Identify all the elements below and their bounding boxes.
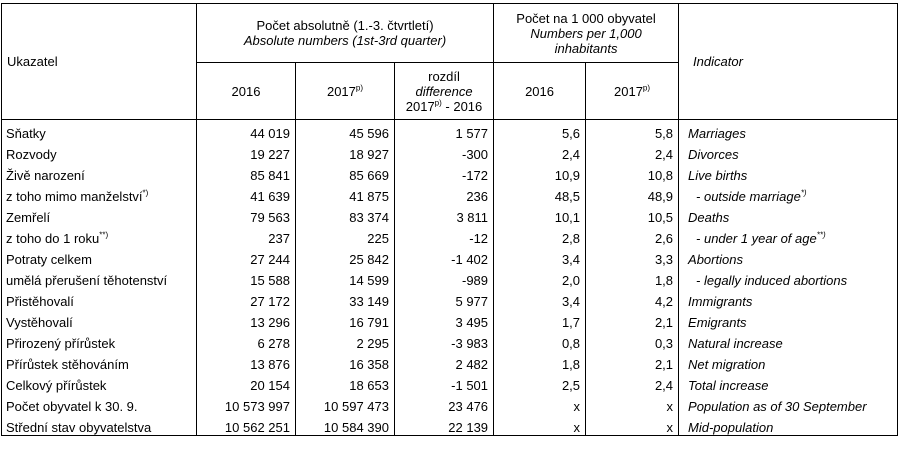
- indicator-cz-text: Sňatky: [6, 126, 46, 141]
- rate-2016-text: 10,9: [554, 168, 581, 183]
- rate-2016-text: 1,7: [561, 315, 581, 330]
- value-2016: [197, 309, 296, 330]
- value-difference-text: -1 402: [451, 252, 489, 267]
- indicator-en: [679, 372, 898, 393]
- value-2016-text: 85 841: [250, 168, 290, 183]
- header-difference-cz: rozdíl: [428, 68, 460, 84]
- rate-2017: [586, 120, 679, 142]
- indicator-cz: [2, 330, 197, 351]
- rate-2016-text: 2,4: [561, 147, 581, 162]
- value-difference-text: 5 977: [455, 294, 489, 309]
- value-2017: [296, 372, 395, 393]
- value-2016-text: 41 639: [250, 189, 290, 204]
- value-difference-text: -3 983: [451, 336, 489, 351]
- indicator-cz: [2, 309, 197, 330]
- header-rate-2017-year: 2017: [614, 83, 643, 99]
- value-2017-text: 45 596: [349, 126, 389, 141]
- indicator-cz-text: Celkový přírůstek: [6, 378, 107, 393]
- rate-2016: [494, 225, 586, 246]
- header-per-1000: [494, 4, 679, 63]
- indicator-cz: [2, 414, 197, 436]
- indicator-cz: [2, 120, 197, 142]
- indicator-en: [679, 141, 898, 162]
- rate-2017: [586, 204, 679, 225]
- rate-2016: [494, 309, 586, 330]
- value-difference: [395, 309, 494, 330]
- header-abs-2017-year: 2017: [326, 83, 356, 99]
- value-2017: [296, 225, 395, 246]
- rate-2016: [494, 246, 586, 267]
- indicator-en-text: Live births: [688, 168, 748, 183]
- indicator-cz-footnote-mark: **): [99, 230, 109, 240]
- indicator-cz: [2, 351, 197, 372]
- rate-2017: [586, 288, 679, 309]
- indicator-en: [679, 183, 898, 204]
- rate-2017-text: 5,8: [654, 126, 674, 141]
- table-row: [2, 204, 898, 225]
- indicator-en-text: Divorces: [688, 147, 739, 162]
- value-2017-text: 225: [367, 231, 389, 246]
- rate-2017: [586, 414, 679, 436]
- value-2017: [296, 288, 395, 309]
- indicator-en: [679, 246, 898, 267]
- value-difference-text: 22 139: [448, 420, 489, 435]
- value-2017-text: 16 358: [349, 357, 389, 372]
- value-difference-text: -1 501: [451, 378, 489, 393]
- indicator-cz-text: Střední stav obyvatelstva: [6, 420, 152, 435]
- value-difference-text: 1 577: [455, 126, 489, 141]
- table-row: [2, 393, 898, 414]
- value-2016-text: 237: [268, 231, 290, 246]
- value-difference-text: 23 476: [448, 399, 489, 414]
- rate-2017-text: 4,2: [654, 294, 674, 309]
- value-difference-text: -12: [469, 231, 489, 246]
- indicator-cz-text: Vystěhovalí: [6, 315, 73, 330]
- value-2016-text: 19 227: [250, 147, 290, 162]
- value-2016-text: 10 562 251: [224, 420, 290, 435]
- value-2016-text: 10 573 997: [224, 399, 290, 414]
- value-2016: [197, 351, 296, 372]
- value-2016-text: 27 172: [250, 294, 290, 309]
- rate-2016-text: 10,1: [554, 210, 581, 225]
- header-rate-2017: [586, 63, 679, 120]
- value-2017-text: 18 927: [349, 147, 389, 162]
- rate-2016-text: 5,6: [561, 126, 581, 141]
- header-ukazatel: Ukazatel: [2, 4, 197, 120]
- value-2017: [296, 309, 395, 330]
- value-2016: [197, 267, 296, 288]
- value-2016-text: 13 296: [250, 315, 290, 330]
- table-row: [2, 162, 898, 183]
- value-difference: [395, 246, 494, 267]
- indicator-en: [679, 120, 898, 142]
- value-2017: [296, 393, 395, 414]
- value-difference: [395, 120, 494, 142]
- indicator-cz: [2, 372, 197, 393]
- rate-2017-text: x: [666, 399, 674, 414]
- indicator-cz-text: umělá přerušení těhotenství: [6, 273, 168, 288]
- header-per-en: Numbers per 1,000 inhabitants: [530, 25, 642, 56]
- indicator-en-text: Immigrants: [688, 294, 753, 309]
- value-difference: [395, 414, 494, 436]
- indicator-en: [679, 162, 898, 183]
- rate-2017: [586, 393, 679, 414]
- value-2017-text: 2 295: [356, 336, 389, 351]
- value-2016: [197, 330, 296, 351]
- rate-2017-text: 10,8: [647, 168, 674, 183]
- table-row: [2, 246, 898, 267]
- value-difference-text: -989: [462, 273, 489, 288]
- header-difference-en: difference: [415, 83, 473, 99]
- rate-2017-text: 2,1: [654, 357, 674, 372]
- value-2016: [197, 204, 296, 225]
- indicator-cz: [2, 204, 197, 225]
- value-2016: [197, 393, 296, 414]
- rate-2016-text: 48,5: [554, 189, 581, 204]
- indicator-cz: [2, 141, 197, 162]
- rate-2016: [494, 393, 586, 414]
- value-2016: [197, 141, 296, 162]
- value-2017-text: 85 669: [349, 168, 389, 183]
- indicator-cz-text: Živě narození: [6, 168, 85, 183]
- rate-2016: [494, 330, 586, 351]
- value-difference-text: 3 495: [455, 315, 489, 330]
- value-2017: [296, 204, 395, 225]
- header-rate-2016: 2016: [494, 63, 586, 120]
- value-2017: [296, 162, 395, 183]
- rate-2016: [494, 267, 586, 288]
- value-2016-text: 13 876: [250, 357, 290, 372]
- rate-2017-text: 2,4: [654, 147, 674, 162]
- indicator-cz-footnote-mark: *): [142, 188, 149, 198]
- value-difference: [395, 141, 494, 162]
- rate-2017-text: 2,1: [654, 315, 674, 330]
- indicator-en-text: - legally induced abortions: [696, 273, 848, 288]
- indicator-cz-text: Přirozený přírůstek: [6, 336, 116, 351]
- indicator-cz: [2, 246, 197, 267]
- indicator-cz: [2, 267, 197, 288]
- value-2017: [296, 351, 395, 372]
- header-difference-years: [400, 99, 488, 114]
- indicator-en-text: Natural increase: [688, 336, 783, 351]
- indicator-cz-text: Potraty celkem: [6, 252, 92, 267]
- value-2016: [197, 162, 296, 183]
- rate-2017-text: 1,8: [654, 273, 674, 288]
- value-2016-text: 15 588: [250, 273, 290, 288]
- indicator-en-text: - under 1 year of age: [696, 231, 817, 246]
- rate-2016-text: 2,0: [561, 273, 581, 288]
- value-difference-text: -300: [462, 147, 489, 162]
- value-2016: [197, 414, 296, 436]
- table-row: [2, 141, 898, 162]
- indicator-en-text: Net migration: [688, 357, 766, 372]
- rate-2016: [494, 120, 586, 142]
- value-2016-text: 20 154: [250, 378, 290, 393]
- value-difference: [395, 183, 494, 204]
- header-absolute-cz: Počet absolutně (1.-3. čtvrtletí): [256, 18, 434, 33]
- indicator-en: [679, 351, 898, 372]
- rate-2017: [586, 267, 679, 288]
- value-difference: [395, 204, 494, 225]
- value-difference: [395, 225, 494, 246]
- indicator-en: [679, 330, 898, 351]
- indicator-en-text: - outside marriage: [696, 189, 801, 204]
- indicator-en-text: Marriages: [688, 126, 746, 141]
- value-2017-text: 18 653: [349, 378, 389, 393]
- value-2017-text: 16 791: [349, 315, 389, 330]
- rate-2017: [586, 162, 679, 183]
- value-2016: [197, 120, 296, 142]
- rate-2017-text: 3,3: [654, 252, 674, 267]
- indicator-en-text: Population as of 30 September: [688, 399, 867, 414]
- header-abs-2016: 2016: [197, 63, 296, 120]
- rate-2017: [586, 183, 679, 204]
- indicator-cz-text: Přistěhovalí: [6, 294, 74, 309]
- value-2016: [197, 183, 296, 204]
- value-2017: [296, 183, 395, 204]
- value-2016-text: 27 244: [250, 252, 290, 267]
- rate-2017-text: 10,5: [647, 210, 674, 225]
- value-2017: [296, 267, 395, 288]
- rate-2017-text: 2,6: [654, 231, 674, 246]
- indicator-en-footnote-mark: *): [800, 188, 807, 198]
- rate-2016: [494, 372, 586, 393]
- value-2017-text: 10 584 390: [323, 420, 389, 435]
- value-difference: [395, 372, 494, 393]
- rate-2016: [494, 204, 586, 225]
- rate-2017: [586, 351, 679, 372]
- indicator-cz: [2, 183, 197, 204]
- value-difference: [395, 162, 494, 183]
- rate-2016-text: x: [573, 420, 581, 435]
- value-2017: [296, 246, 395, 267]
- value-difference: [395, 288, 494, 309]
- table-row: [2, 351, 898, 372]
- table-row: [2, 225, 898, 246]
- table-row: [2, 288, 898, 309]
- rate-2016-text: 3,4: [561, 294, 581, 309]
- rate-2016-text: 1,8: [561, 357, 581, 372]
- value-2016: [197, 288, 296, 309]
- value-2017: [296, 414, 395, 436]
- indicator-cz: [2, 225, 197, 246]
- indicator-cz: [2, 393, 197, 414]
- rate-2017-text: 48,9: [647, 189, 674, 204]
- rate-2016-text: 3,4: [561, 252, 581, 267]
- rate-2016: [494, 183, 586, 204]
- indicator-en-text: Deaths: [688, 210, 730, 225]
- value-2017: [296, 120, 395, 142]
- value-2017-text: 14 599: [349, 273, 389, 288]
- indicator-en: [679, 267, 898, 288]
- value-difference-text: 3 811: [456, 210, 489, 225]
- header-abs-2017: [296, 63, 395, 120]
- indicator-cz-text: Zemřelí: [6, 210, 51, 225]
- rate-2016: [494, 414, 586, 436]
- value-2016-text: 79 563: [250, 210, 290, 225]
- rate-2017-text: x: [666, 420, 674, 435]
- indicator-en: [679, 414, 898, 436]
- value-2017-text: 25 842: [349, 252, 389, 267]
- value-2016: [197, 246, 296, 267]
- table-row: [2, 183, 898, 204]
- value-difference: [395, 351, 494, 372]
- table-row: [2, 267, 898, 288]
- value-2017: [296, 141, 395, 162]
- table-row: [2, 120, 898, 142]
- header-indicator: Indicator: [679, 4, 898, 120]
- indicator-en: [679, 204, 898, 225]
- rate-2017: [586, 141, 679, 162]
- indicator-en: [679, 309, 898, 330]
- value-difference: [395, 330, 494, 351]
- rate-2016: [494, 351, 586, 372]
- value-2017: [296, 330, 395, 351]
- value-2016: [197, 225, 296, 246]
- indicator-cz: [2, 162, 197, 183]
- value-2017-text: 41 875: [349, 189, 389, 204]
- value-2017-text: 33 149: [349, 294, 389, 309]
- table-row: [2, 309, 898, 330]
- indicator-en: [679, 225, 898, 246]
- indicator-cz-text: Počet obyvatel k 30. 9.: [6, 399, 138, 414]
- indicator-en-text: Mid-population: [688, 420, 774, 435]
- indicator-cz-text: Přírůstek stěhováním: [6, 357, 129, 372]
- value-difference: [395, 267, 494, 288]
- preliminary-mark: p): [642, 83, 651, 93]
- rate-2017: [586, 246, 679, 267]
- indicator-en: [679, 393, 898, 414]
- value-difference-text: -172: [462, 168, 489, 183]
- table-row: [2, 330, 898, 351]
- header-per-cz: Počet na 1 000 obyvatel: [516, 10, 656, 26]
- rate-2017: [586, 225, 679, 246]
- value-2016-text: 44 019: [250, 126, 290, 141]
- indicator-en: [679, 288, 898, 309]
- table-row: [2, 372, 898, 393]
- rate-2016: [494, 141, 586, 162]
- preliminary-mark: p): [355, 83, 364, 93]
- value-difference-text: 236: [466, 189, 489, 204]
- indicator-en-text: Emigrants: [688, 315, 747, 330]
- value-2016-text: 6 278: [257, 336, 290, 351]
- indicator-cz-text: z toho mimo manželství: [6, 189, 143, 204]
- header-absolute-numbers: [197, 4, 494, 63]
- indicator-en-text: Total increase: [688, 378, 769, 393]
- value-2016: [197, 372, 296, 393]
- header-difference-year: 2017: [405, 98, 435, 114]
- header-absolute-en: Absolute numbers (1st-3rd quarter): [243, 33, 447, 48]
- rate-2016-text: 0,8: [561, 336, 581, 351]
- value-2017-text: 83 374: [349, 210, 389, 225]
- rate-2016: [494, 162, 586, 183]
- header-difference-tail: - 2016: [441, 98, 483, 114]
- rate-2016-text: 2,8: [561, 231, 581, 246]
- header-difference: [395, 63, 494, 120]
- value-difference: [395, 393, 494, 414]
- rate-2017: [586, 309, 679, 330]
- rate-2017: [586, 330, 679, 351]
- value-2017-text: 10 597 473: [323, 399, 389, 414]
- indicator-cz: [2, 288, 197, 309]
- table-row: [2, 414, 898, 436]
- rate-2016-text: 2,5: [561, 378, 581, 393]
- table-body: [2, 120, 898, 436]
- value-difference-text: 2 482: [455, 357, 489, 372]
- indicator-cz-text: Rozvody: [6, 147, 57, 162]
- population-statistics-table: [1, 3, 898, 436]
- preliminary-mark: p): [434, 98, 442, 108]
- rate-2017-text: 0,3: [654, 336, 674, 351]
- rate-2016-text: x: [573, 399, 581, 414]
- indicator-en-text: Abortions: [688, 252, 743, 267]
- rate-2016: [494, 288, 586, 309]
- rate-2017-text: 2,4: [654, 378, 674, 393]
- indicator-cz-text: z toho do 1 roku: [6, 231, 100, 246]
- indicator-en-footnote-mark: **): [816, 230, 826, 240]
- rate-2017: [586, 372, 679, 393]
